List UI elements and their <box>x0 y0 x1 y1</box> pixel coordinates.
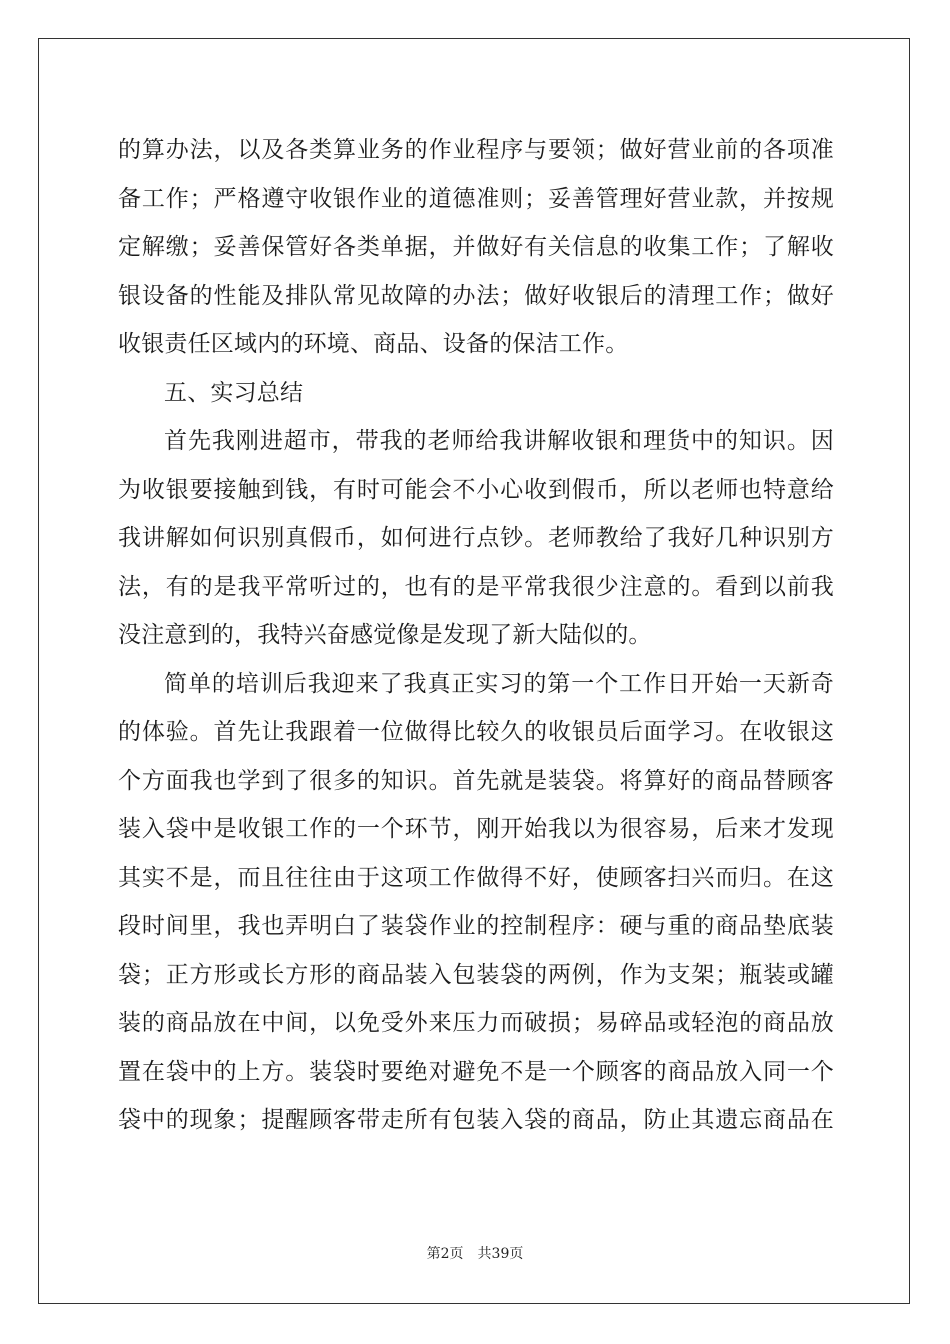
text-line: 定解缴；妥善保管好各类单据，并做好有关信息的收集工作；了解收 <box>118 234 834 260</box>
text-line: 的算办法，以及各类算业务的作业程序与要领；做好营业前的各项准 <box>118 137 834 163</box>
text-line: 备工作；严格遵守收银作业的道德准则；妥善管理好营业款，并按规 <box>118 185 834 212</box>
text-line: 收银责任区域内的环境、商品、设备的保洁工作。 <box>118 331 629 357</box>
section-heading: 五、实习总结 <box>164 379 304 406</box>
document-body <box>118 126 834 1145</box>
text-line: 袋中的现象；提醒顾客带走所有包装入袋的商品，防止其遗忘商品在 <box>118 1107 834 1133</box>
text-line: 没注意到的，我特兴奋感觉像是发现了新大陆似的。 <box>118 622 652 648</box>
text-line: 法，有的是我平常听过的，也有的是平常我很少注意的。看到以前我 <box>118 573 834 600</box>
text-line: 银设备的性能及排队常见故障的办法；做好收银后的清理工作；做好 <box>118 282 834 309</box>
page-footer <box>0 1244 950 1264</box>
text-line: 袋；正方形或长方形的商品装入包装袋的两例，作为支架；瓶装或罐 <box>118 961 834 988</box>
page-number: 第2页 <box>426 1246 464 1262</box>
text-line: 简单的培训后我迎来了我真正实习的第一个工作日开始一天新奇 <box>164 670 834 697</box>
text-line: 其实不是，而且往往由于这项工作做得不好，使顾客扫兴而归。在这 <box>118 864 834 891</box>
text-line: 的体验。首先让我跟着一位做得比较久的收银员后面学习。在收银这 <box>118 719 834 745</box>
text-line: 个方面我也学到了很多的知识。首先就是装袋。将算好的商品替顾客 <box>118 767 834 794</box>
text-line: 装的商品放在中间，以免受外来压力而破损；易碎品或轻泡的商品放 <box>118 1010 834 1036</box>
text-line: 为收银要接触到钱，有时可能会不小心收到假币，所以老师也特意给 <box>118 476 834 503</box>
text-line: 装入袋中是收银工作的一个环节，刚开始我以为很容易，后来才发现 <box>118 816 834 842</box>
page-total: 共39页 <box>477 1246 524 1262</box>
text-line: 我讲解如何识别真假币，如何进行点钞。老师教给了我好几种识别方 <box>118 525 834 551</box>
text-line: 段时间里，我也弄明白了装袋作业的控制程序：硬与重的商品垫底装 <box>118 913 834 939</box>
text-line: 首先我刚进超市，带我的老师给我讲解收银和理货中的知识。因 <box>164 428 834 454</box>
text-line: 置在袋中的上方。装袋时要绝对避免不是一个顾客的商品放入同一个 <box>118 1058 834 1085</box>
